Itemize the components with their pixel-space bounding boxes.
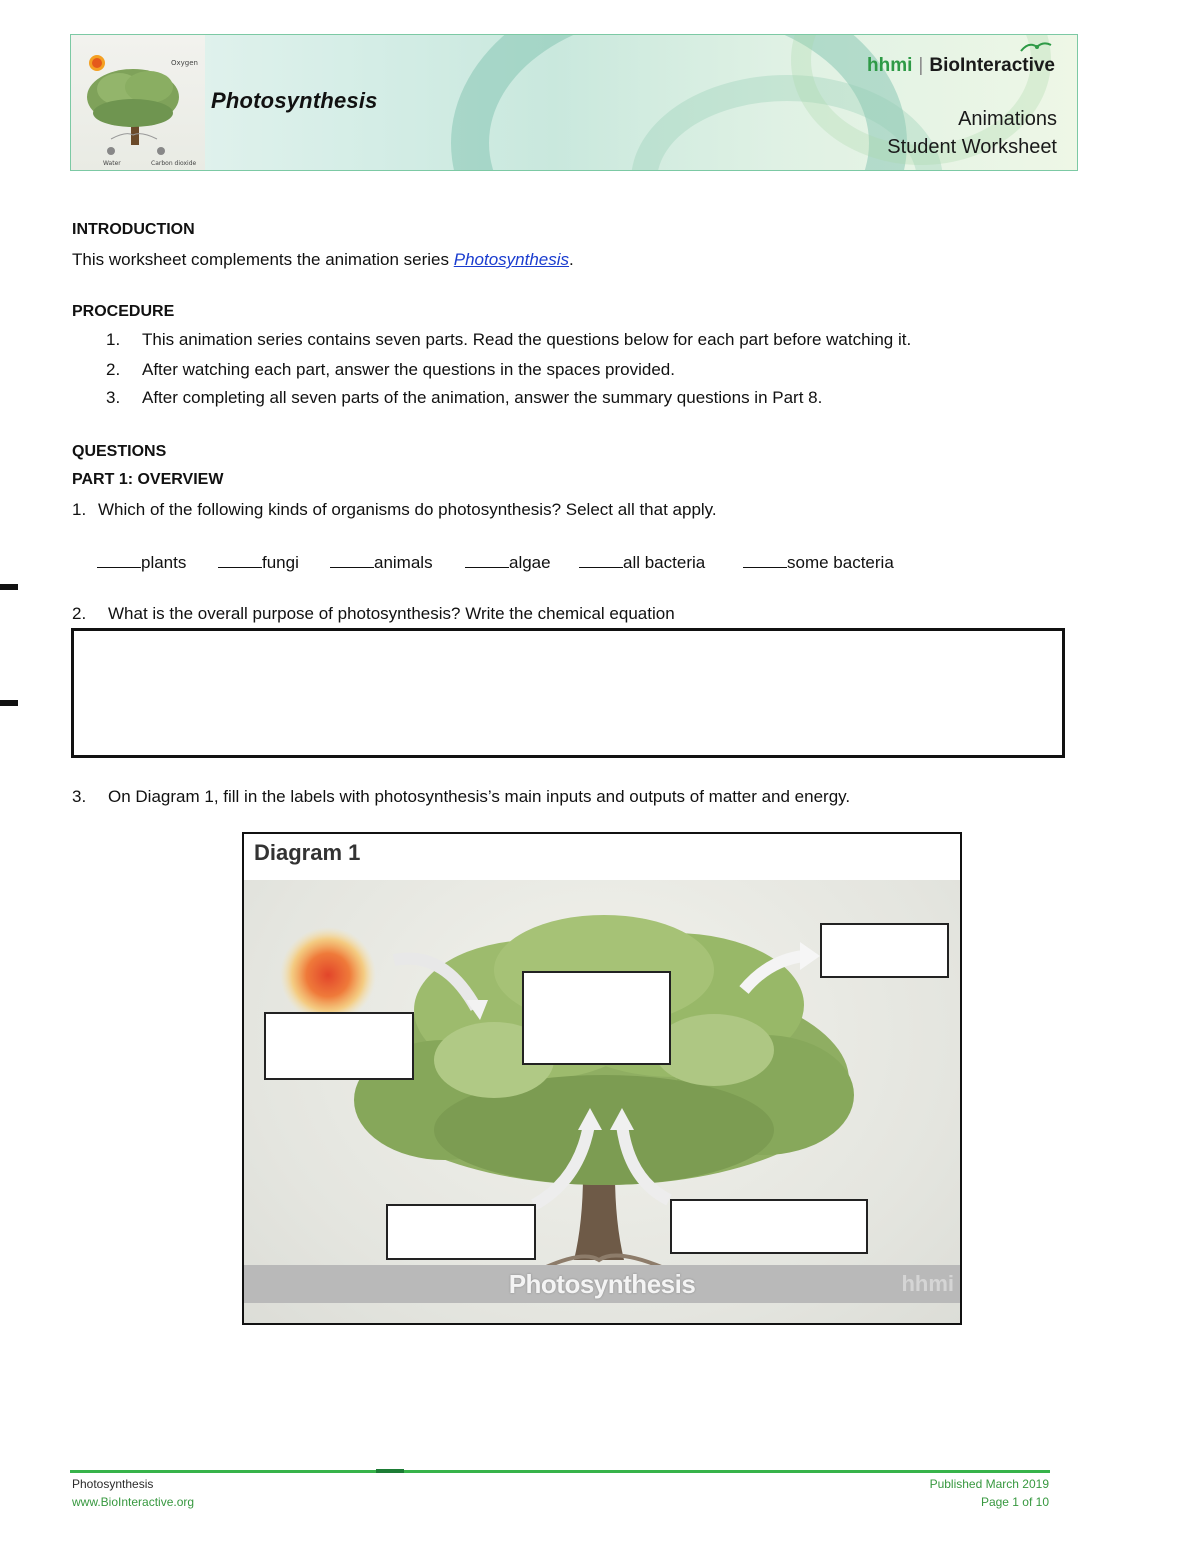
introduction-text — [72, 250, 574, 270]
tree-thumbnail-image — [71, 35, 205, 170]
choice-plants[interactable] — [97, 552, 186, 573]
footer-page-number: Page 1 of 10 — [980, 1495, 1049, 1509]
choice-label: plants — [141, 553, 187, 572]
procedure-step-text: After watching each part, answer the questions in the spaces provided. — [142, 360, 675, 379]
procedure-step-number: 2. — [106, 360, 121, 379]
carbon-dioxide-label-box[interactable] — [670, 1199, 868, 1254]
page-edge-mark — [0, 700, 18, 706]
procedure-step-number: 3. — [106, 388, 121, 407]
diagram-footer-title: Photosynthesis — [508, 1269, 696, 1299]
question-2 — [72, 604, 675, 624]
oxygen-arrow-head — [800, 942, 820, 970]
answer-blank[interactable] — [465, 552, 509, 568]
footer-published-date: Published March 2019 — [929, 1477, 1049, 1491]
choice-fungi[interactable] — [218, 552, 299, 573]
diagram-1 — [242, 832, 962, 1325]
introduction-text-suffix: . — [569, 250, 574, 269]
question-3-text: On Diagram 1, fill in the labels with photosynthesis’s main inputs and outputs of matter and energy. — [108, 787, 851, 806]
brand-biointeractive: BioInteractive — [929, 55, 1055, 76]
banner-subtitle-line1: Animations — [958, 108, 1057, 130]
question-2-answer-box[interactable] — [71, 628, 1065, 758]
question-2-number: 2. — [72, 604, 87, 623]
question-1-text: Which of the following kinds of organisms do photosynthesis? Select all that apply. — [98, 500, 717, 519]
part1-heading: PART 1: OVERVIEW — [72, 471, 224, 488]
question-1-number: 1. — [72, 500, 87, 519]
banner-title: Photosynthesis — [211, 88, 378, 113]
question-1 — [72, 500, 717, 520]
thumb-label-oxygen: Oxygen — [171, 59, 198, 67]
question-2-text: What is the overall purpose of photosynthesis? Write the chemical equation — [108, 604, 675, 623]
tree-illustration — [244, 880, 960, 1323]
footer-website-link[interactable]: www.BioInteractive.org — [72, 1495, 195, 1509]
footer-doc-title: Photosynthesis — [72, 1477, 154, 1491]
thumb-label-co2: Carbon dioxide — [151, 160, 197, 167]
procedure-step-text: After completing all seven parts of the animation, answer the summary questions in Part 8. — [142, 388, 823, 407]
choice-label: all bacteria — [623, 553, 706, 572]
choice-label: animals — [374, 553, 433, 572]
procedure-step — [106, 360, 675, 380]
leaf-logo-icon — [1017, 39, 1053, 61]
sun-icon — [280, 927, 376, 1023]
introduction-heading: INTRODUCTION — [72, 221, 195, 238]
procedure-step-number: 1. — [106, 330, 121, 349]
question-3 — [72, 787, 850, 807]
footer-divider-accent — [376, 1469, 404, 1473]
brand-hhmi: hhmi — [867, 55, 913, 76]
answer-blank[interactable] — [330, 552, 374, 568]
sunlight-label-box[interactable] — [264, 1012, 414, 1080]
choice-some-bacteria[interactable] — [743, 552, 894, 573]
answer-blank[interactable] — [218, 552, 262, 568]
choice-label: algae — [509, 553, 551, 572]
choice-algae[interactable] — [465, 552, 551, 573]
diagram-footer-bar — [244, 1265, 960, 1303]
answer-blank[interactable] — [743, 552, 787, 568]
introduction-text-prefix: This worksheet complements the animation series — [72, 250, 454, 269]
answer-blank[interactable] — [97, 552, 141, 568]
questions-heading: QUESTIONS — [72, 443, 167, 460]
header-banner — [70, 34, 1078, 171]
choice-label: fungi — [262, 553, 299, 572]
choice-all-bacteria[interactable] — [579, 552, 705, 573]
choice-animals[interactable] — [330, 552, 433, 573]
footer-divider — [70, 1470, 1050, 1473]
procedure-step — [106, 330, 911, 350]
choice-label: some bacteria — [787, 553, 894, 572]
page-edge-mark — [0, 584, 18, 590]
diagram-hhmi-logo: hhmi — [901, 1271, 954, 1296]
procedure-step — [106, 388, 822, 408]
brand-logo — [867, 55, 1055, 77]
procedure-step-text: This animation series contains seven parts. Read the questions below for each part before watching it. — [142, 330, 912, 349]
water-label-box[interactable] — [386, 1204, 536, 1260]
banner-subtitle-line2: Student Worksheet — [887, 136, 1057, 158]
answer-blank[interactable] — [579, 552, 623, 568]
oxygen-label-box[interactable] — [820, 923, 949, 978]
diagram-title: Diagram 1 — [254, 840, 361, 865]
thumb-label-water: Water — [103, 160, 121, 167]
question-3-number: 3. — [72, 787, 87, 806]
glucose-label-box[interactable] — [522, 971, 671, 1065]
procedure-heading: PROCEDURE — [72, 303, 175, 320]
photosynthesis-link[interactable]: Photosynthesis — [453, 250, 570, 269]
brand-separator: | — [918, 55, 924, 76]
banner-subtitle — [887, 105, 1057, 161]
